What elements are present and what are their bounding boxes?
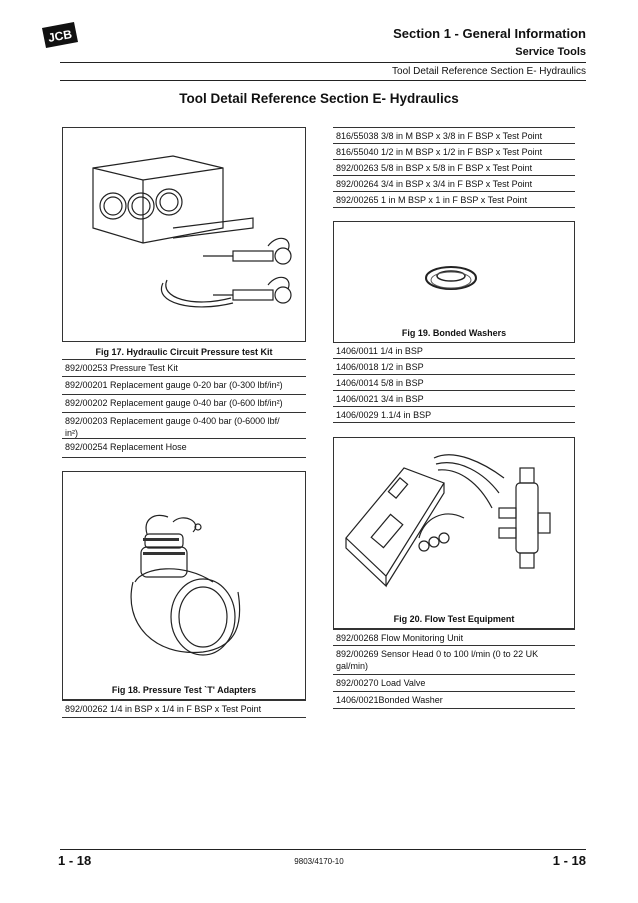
- header-rule-top: [60, 62, 586, 63]
- fig17-image-panel: [62, 127, 306, 342]
- header-rule-bottom: [60, 80, 586, 81]
- fig18-caption: Fig 18. Pressure Test `T' Adapters: [111, 685, 257, 695]
- fig20-image-panel: [333, 437, 575, 629]
- fig20-row: 892/00269 Sensor Head 0 to 100 l/min (0 to 22 UK gal/min): [333, 645, 575, 674]
- page-number-left: 1 - 18: [58, 853, 92, 868]
- top-right-row: 892/00265 1 in M BSP x 1 in F BSP x Test Point: [333, 191, 575, 208]
- top-right-row: 892/00264 3/4 in BSP x 3/4 in F BSP x Test Point: [333, 175, 575, 191]
- fig19-caption: Fig 19. Bonded Washers: [401, 328, 507, 338]
- t-adapter-illustration: [63, 472, 305, 672]
- fig19-row: 1406/0018 1/2 in BSP: [333, 358, 575, 374]
- fig20-caption: Fig 20. Flow Test Equipment: [393, 614, 515, 624]
- pressure-test-kit-illustration: [63, 128, 305, 323]
- fig19-image-panel: [333, 221, 575, 343]
- fig20-row: 1406/0021Bonded Washer: [333, 691, 575, 709]
- fig19-row: 1406/0014 5/8 in BSP: [333, 374, 575, 390]
- footer-rule: [60, 849, 586, 850]
- jcb-logo: [40, 20, 80, 50]
- fig17-caption-label: Fig 17. Hydraulic Circuit Pressure test Kit: [95, 347, 273, 357]
- fig17-row: 892/00202 Replacement gauge 0-40 bar (0-600 lbf/in²): [62, 394, 306, 412]
- page-title: Tool Detail Reference Section E- Hydraulics: [179, 91, 459, 106]
- document-number: 9803/4170-10: [294, 857, 344, 866]
- fig18-image-panel: [62, 471, 306, 700]
- top-right-row: 816/55040 1/2 in M BSP x 1/2 in F BSP x Test Point: [333, 143, 575, 159]
- top-right-row: 892/00263 5/8 in BSP x 5/8 in F BSP x Test Point: [333, 159, 575, 175]
- page-number-right: 1 - 18: [552, 853, 586, 868]
- header-reference: Tool Detail Reference Section E- Hydraulics: [392, 66, 586, 77]
- fig17-row: 892/00254 Replacement Hose: [62, 438, 306, 458]
- fig20-row: 892/00268 Flow Monitoring Unit: [333, 629, 575, 645]
- fig19-row: 1406/0021 3/4 in BSP: [333, 390, 575, 406]
- fig17-row: 892/00201 Replacement gauge 0-20 bar (0-300 lbf/in²): [62, 376, 306, 394]
- fig20-row: 892/00270 Load Valve: [333, 674, 575, 691]
- fig19-row: 1406/0011 1/4 in BSP: [333, 342, 575, 358]
- top-right-row: 816/55038 3/8 in M BSP x 3/8 in F BSP x Test Point: [333, 127, 575, 143]
- flow-test-equipment-illustration: [334, 438, 574, 608]
- section-title: Section 1 - General Information: [393, 26, 586, 41]
- logo-text: JCB: [46, 27, 74, 45]
- fig17-row: 892/00253 Pressure Test Kit: [62, 359, 306, 376]
- fig18-row: 892/00262 1/4 in BSP x 1/4 in F BSP x Test Point: [62, 700, 306, 718]
- fig19-row: 1406/0029 1.1/4 in BSP: [333, 406, 575, 423]
- bonded-washer-illustration: [334, 222, 574, 322]
- subsection-title: Service Tools: [515, 46, 586, 58]
- fig17-row: 892/00203 Replacement gauge 0-400 bar (0-6000 lbf/ in²): [62, 412, 306, 438]
